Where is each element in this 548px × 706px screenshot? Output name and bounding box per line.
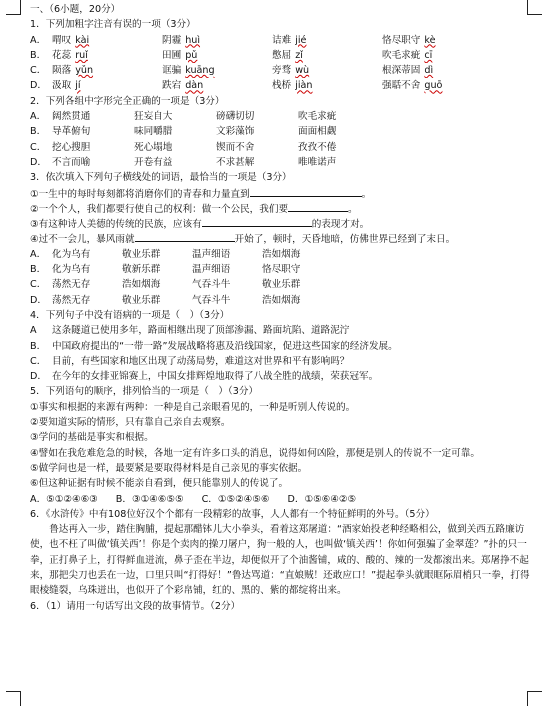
option-label: B． xyxy=(30,340,47,352)
q1-stem: 1．下列加粗字注音有误的一项（3分） xyxy=(30,19,196,31)
option-label: D． xyxy=(30,371,47,383)
option-word: 荡然无存 xyxy=(52,279,91,291)
q5-sentence: ⑥但这种证据有时候不能亲自看到，便只能靠别人的传说了。 xyxy=(30,478,289,490)
q2-stem: 2．下列各组中字形完全正确的一项是（3分） xyxy=(30,95,225,107)
answer-blank[interactable] xyxy=(288,201,348,212)
option-text: 中国政府提出的“一带一路”发展战略将惠及沿线国家，促进这些国家的经济发展。 xyxy=(52,340,398,352)
option-word: 唯唯诺声 xyxy=(298,156,337,168)
q4-option-row xyxy=(30,354,530,369)
option-label: B． xyxy=(115,493,132,505)
word-text: 强聒不舍 xyxy=(382,80,421,92)
word-text: 诘难 xyxy=(272,34,292,46)
q4-stem: 4．下列句子中没有语病的一项是（ ）（3分） xyxy=(30,309,230,321)
pinyin-text: huì xyxy=(185,34,201,46)
word-text: 诓骗 xyxy=(162,65,182,77)
pinyin-text: ruǐ xyxy=(75,49,88,61)
crop-mark-top-left xyxy=(6,0,21,15)
word-text: 憋屈 xyxy=(272,49,292,61)
option-word xyxy=(382,63,492,78)
option-label: A xyxy=(30,325,37,337)
word-text: 陨落 xyxy=(52,65,72,77)
q3-options xyxy=(30,247,530,308)
option-text: ③①④⑥⑤⑤ xyxy=(131,493,184,505)
pinyin-text: kè xyxy=(424,34,436,46)
option-word xyxy=(382,48,492,63)
option-text: ⑤①②④⑥③ xyxy=(46,493,98,505)
q3-option-row xyxy=(30,247,530,262)
option-word: 味同嚼腊 xyxy=(134,126,173,138)
exam-page xyxy=(30,2,530,614)
q2-option-row xyxy=(30,109,530,124)
option-word: 面面相觑 xyxy=(298,126,337,138)
option-word: 温声细语 xyxy=(192,248,231,260)
pinyin-text: jié xyxy=(295,34,307,46)
option-word xyxy=(52,33,162,48)
q5-sentence: ①事实和根据的来源有两种：一种是自己亲眼看见的，一种是听别人传说的。 xyxy=(30,401,356,413)
option-word xyxy=(52,78,162,93)
q5-sentence: ⑤做学问也是一样，最要紧是要取得材料是自己亲见的事实依据。 xyxy=(30,462,308,474)
q1-options xyxy=(30,33,530,94)
option-word xyxy=(162,78,272,93)
option-text: 目前，有些国家和地区出现了动荡局势，难道这对世界和平有影响吗？ xyxy=(52,355,350,367)
word-text: 跌宕 xyxy=(162,80,182,92)
option-word: 不言而喻 xyxy=(52,156,91,168)
q3-option-row xyxy=(30,262,530,277)
word-text: 吹毛求疵 xyxy=(382,49,421,61)
crop-mark-bottom-left xyxy=(6,691,21,706)
option-text: ①⑤⑥④②⑤ xyxy=(304,493,357,505)
option-label: D． xyxy=(30,294,47,306)
pinyin-text: kuāng xyxy=(185,65,215,77)
answer-blank[interactable] xyxy=(202,216,312,227)
q6-subquestion-1: 6．（1）请用一句话写出文段的故事情节。（2分） xyxy=(30,600,241,612)
option-word: 文彩藻饰 xyxy=(216,126,255,138)
option-word xyxy=(52,48,162,63)
pinyin-text: jiàn xyxy=(295,80,313,92)
q3-sentence-1: ①一生中的每时每刻都将消磨你们的青春和力量直到 。 xyxy=(30,186,530,201)
q5-sentence: ③学问的基础是事实和根据。 xyxy=(30,432,154,444)
option-word: 不求甚解 xyxy=(216,156,255,168)
option-word: 敬业乐群 xyxy=(122,294,161,306)
option-word: 化为乌有 xyxy=(52,248,91,260)
q1-option-row xyxy=(30,78,530,93)
option-word: 荡然无存 xyxy=(52,294,91,306)
q3-option-row xyxy=(30,277,530,292)
option-word: 挖心搜胆 xyxy=(52,141,91,153)
option-word: 浩如烟海 xyxy=(262,294,301,306)
answer-blank[interactable] xyxy=(250,186,362,197)
option-word: 孜孜不倦 xyxy=(298,141,337,153)
answer-blank[interactable] xyxy=(135,231,235,242)
pinyin-text: cī xyxy=(424,49,433,61)
option-word: 浩如烟海 xyxy=(122,279,161,291)
option-word: 磅礴切切 xyxy=(216,111,255,123)
option-label: A． xyxy=(30,493,47,505)
crop-mark-bottom-right xyxy=(527,691,542,706)
q5-sentence: ②要知道实际的情形，只有靠自己亲自去观察。 xyxy=(30,417,231,429)
q6-stem: 6．《水浒传》中有108位好汉个个都有一段精彩的故事，人人都有一个特征鲜明的外号。（5分） xyxy=(30,508,435,520)
option-word: 阔然贯通 xyxy=(52,111,91,123)
option-text: 这条隧道已使用多年，路面相继出现了顶部渗漏、路面坑陷、道路泥泞 xyxy=(52,325,350,337)
q4-option-row xyxy=(30,369,530,384)
option-word xyxy=(162,33,272,48)
pinyin-text: dàn xyxy=(185,80,204,92)
q1-option-row xyxy=(30,33,530,48)
option-label: B． xyxy=(30,126,47,138)
pinyin-text: dì xyxy=(424,65,434,77)
option-word: 吹毛求疵 xyxy=(298,111,337,123)
word-text: 恪尽职守 xyxy=(382,34,421,46)
q5-sentence: ④譬如在我危难危急的时候，各地一定有许多口头的消息，说得如何凶险，那便是别人的传说不一定可靠。 xyxy=(30,447,480,459)
q5-stem: 5．下列语句的顺序，排列恰当的一项是（ ）（3分） xyxy=(30,386,259,398)
q2-options xyxy=(30,109,530,170)
q2-option-row xyxy=(30,155,530,170)
q4-options xyxy=(30,323,530,384)
pinyin-text: pǔ xyxy=(185,49,198,61)
word-text: 田圃 xyxy=(162,49,182,61)
option-word xyxy=(382,33,492,48)
option-word: 敬业乐群 xyxy=(262,279,301,291)
option-label: D． xyxy=(287,493,305,505)
pinyin-text: wù xyxy=(295,65,310,77)
option-text: 在今年的女排亚锦赛上，中国女排辉煌地取得了八战全胜的战绩，荣获冠军。 xyxy=(52,371,379,383)
q5-options xyxy=(30,492,530,507)
q3-stem: 3．依次填入下列句子横线处的词语，最恰当的一项是（3分） xyxy=(30,172,292,184)
q1-option-row xyxy=(30,63,530,78)
option-label: C． xyxy=(201,493,218,505)
q5-sentences xyxy=(30,400,530,492)
q2-option-row xyxy=(30,124,530,139)
option-word xyxy=(162,48,272,63)
option-label: C． xyxy=(30,141,47,153)
q4-option-row xyxy=(30,339,530,354)
option-word xyxy=(52,63,162,78)
word-text: 栈桥 xyxy=(272,80,292,92)
option-word xyxy=(272,33,382,48)
pinyin-text: zǐ xyxy=(295,49,303,61)
word-text: 喟叹 xyxy=(52,34,72,46)
option-label: C． xyxy=(30,65,47,77)
option-label: B． xyxy=(30,49,47,61)
q2-option-row xyxy=(30,140,530,155)
option-word: 开卷有益 xyxy=(134,156,173,168)
pinyin-text: yǔn xyxy=(75,65,94,77)
option-label: B． xyxy=(30,264,47,276)
option-word: 敬业乐群 xyxy=(122,248,161,260)
option-word: 温声细语 xyxy=(192,264,231,276)
pinyin-text: kài xyxy=(75,34,90,46)
q3-sentence-4: ④过不一会儿，暴风雨就 开始了，顿时，天昏地暗，仿佛世界已经到了末日。 xyxy=(30,231,530,246)
option-label: A． xyxy=(30,248,47,260)
section-title: 一、（6小题，20分） xyxy=(30,4,121,15)
word-text: 阴霾 xyxy=(162,34,182,46)
option-word xyxy=(272,78,382,93)
q3-option-row xyxy=(30,293,530,308)
q4-option-row xyxy=(30,323,530,338)
option-label: C． xyxy=(30,355,47,367)
option-word: 气吞斗牛 xyxy=(192,279,231,291)
option-word xyxy=(162,63,272,78)
q6-passage: 鲁达再入一步，踏住胸脯，提起那醋钵儿大小拳头，看着这郑屠道：“酒家始投老种经略相公，做到关西五路廉访使，也不枉了叫做‘镇关西’！你是个卖肉的操刀屠户，狗一般的人，也叫做‘镇关西’！你如何强骗了金翠莲？”扑的只一拳，正打鼻子上，打得鲜血迸流，鼻子歪在半边，却便似开了个油酱铺，咸的、酸的、辣的一发都滚出来。郑屠挣不起来，那把尖刀也丢在一边，口里只叫“打得好！”鲁达骂道：“直娘贼！还敢应口！”提起拳头就眼眶际眉梢只一拳，打得眼棱缝裂，乌珠迸出，也似开了个彩帛铺，红的、黑的、紫的都绽将出来。 xyxy=(30,524,530,597)
option-word xyxy=(272,63,382,78)
word-text: 花蕊 xyxy=(52,49,72,61)
pinyin-text: guō xyxy=(424,80,443,92)
option-label: A． xyxy=(30,34,47,46)
option-word xyxy=(272,48,382,63)
option-word: 导革俯旬 xyxy=(52,126,91,138)
option-text: ①⑤②④⑤⑥ xyxy=(217,493,270,505)
option-label: C． xyxy=(30,279,47,291)
word-text: 根深蒂固 xyxy=(382,65,421,77)
option-word: 锲而不舍 xyxy=(216,141,255,153)
option-label: A． xyxy=(30,111,47,123)
option-word: 敬新乐群 xyxy=(122,264,161,276)
option-label: D． xyxy=(30,80,47,92)
option-word: 死心塌地 xyxy=(134,141,173,153)
option-word: 恪尽职守 xyxy=(262,264,301,276)
q3-sentence-2: ②一个个人，我们都要行使自己的权利：做一个公民，我们要 。 xyxy=(30,201,530,216)
option-word: 浩如烟海 xyxy=(262,248,301,260)
option-word xyxy=(382,78,492,93)
pinyin-text: jí xyxy=(75,80,81,92)
word-text: 旁骛 xyxy=(272,65,292,77)
option-word: 狂妄自大 xyxy=(134,111,173,123)
option-word: 气吞斗牛 xyxy=(192,294,231,306)
word-text: 汲取 xyxy=(52,80,72,92)
option-label: D． xyxy=(30,156,47,168)
option-word: 化为乌有 xyxy=(52,264,91,276)
q3-sentence-3: ③有这种诗人美德的传统的民族，应该有 的表现才对。 xyxy=(30,216,530,231)
q1-option-row xyxy=(30,48,530,63)
